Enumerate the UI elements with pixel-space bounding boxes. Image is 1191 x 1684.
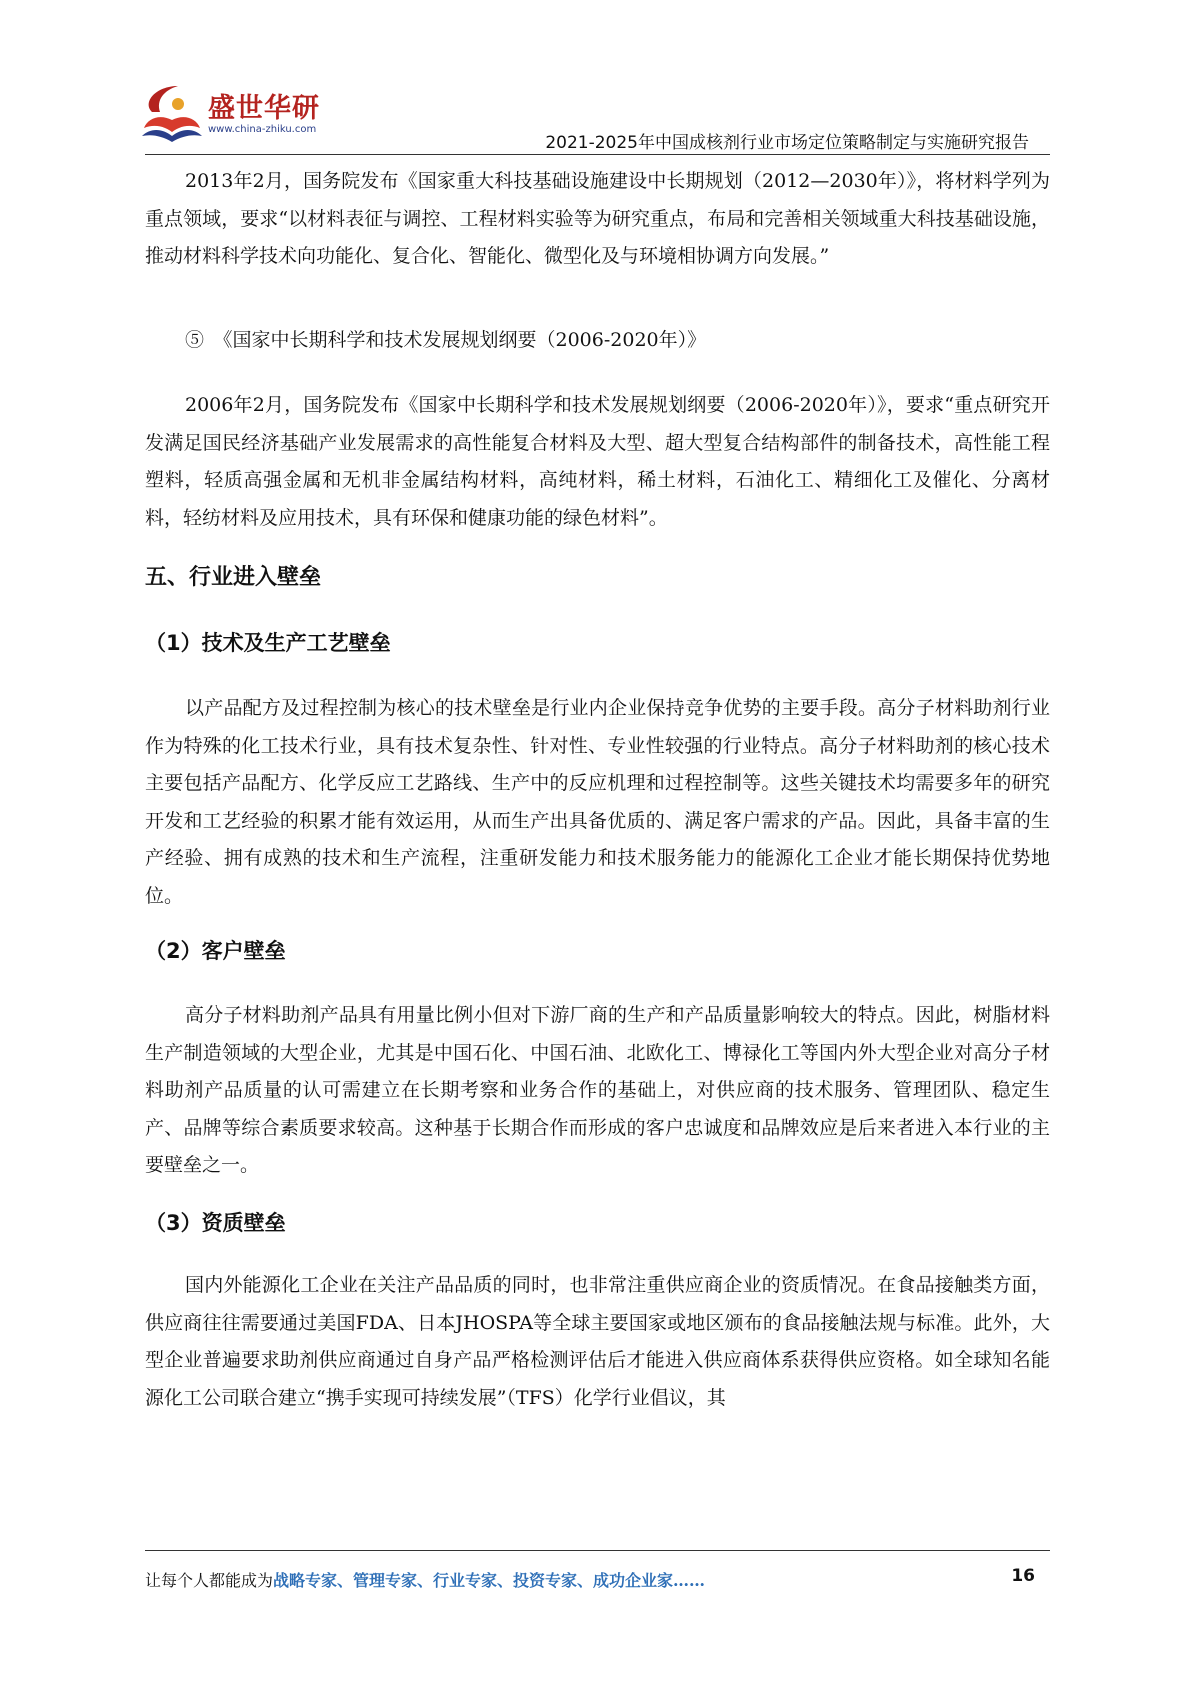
subsection-title-qualification-barrier: （3）资质壁垒 xyxy=(145,1211,286,1235)
list-item-5: ⑤ 《国家中长期科学和技术发展规划纲要（2006-2020年）》 xyxy=(185,329,707,351)
footer-slogan-highlight: 战略专家、管理专家、行业专家、投资专家、成功企业家…… xyxy=(273,1571,706,1590)
report-title: 2021-2025年中国成核剂行业市场定位策略制定与实施研究报告 xyxy=(545,133,1029,153)
company-logo xyxy=(138,82,328,148)
paragraph-customer-barrier: 高分子材料助剂产品具有用量比例小但对下游厂商的生产和产品质量影响较大的特点。因此，树脂材料生产制造领域的大型企业，尤其是中国石化、中国石油、北欧化工、博禄化工等国内外大型企业对高分子材料助剂产品质量的认可需建立在长期考察和业务合作的基础上，对供应商的技术服务、管理团队、稳定生产、品牌等综合素质要求较高。这种基于长期合作而形成的客户忠诚度和品牌效应是后来者进入本行业的主要壁垒之一。 xyxy=(145,1004,1050,1176)
subsection-title-tech-barrier: （1）技术及生产工艺壁垒 xyxy=(145,631,391,655)
footer-slogan-prefix: 让每个人都能成为 xyxy=(145,1571,274,1590)
logo-name: 盛世华研 xyxy=(208,93,320,124)
section-title-entry-barriers: 五、行业进入壁垒 xyxy=(145,565,322,590)
page-number: 16 xyxy=(1011,1566,1035,1586)
header-divider xyxy=(145,154,1050,155)
paragraph-tech-barrier: 以产品配方及过程控制为核心的技术壁垒是行业内企业保持竞争优势的主要手段。高分子材料助剂行业作为特殊的化工技术行业，具有技术复杂性、针对性、专业性较强的行业特点。高分子材料助剂的核心技术主要包括产品配方、化学反应工艺路线、生产中的反应机理和过程控制等。这些关键技术均需要多年的研究开发和工艺经验的积累才能有效运用，从而生产出具备优质的、满足客户需求的产品。因此，具备丰富的生产经验、拥有成熟的技术和生产流程，注重研发能力和技术服务能力的能源化工企业才能长期保持优势地位。 xyxy=(145,697,1050,907)
footer-slogan xyxy=(145,1568,705,1591)
logo-url: www.china-zhiku.com xyxy=(208,124,317,135)
paragraph-2013-plan: 2013年2月，国务院发布《国家重大科技基础设施建设中长期规划（2012—2030年）》，将材料学列为重点领域，要求“以材料表征与调控、工程材料实验等为研究重点，布局和完善相关领域重大科技基础设施，推动材料科学技术向功能化、复合化、智能化、微型化及与环境相协调方向发展。” xyxy=(145,170,1050,267)
paragraph-2006-plan: 2006年2月，国务院发布《国家中长期科学和技术发展规划纲要（2006-2020年）》，要求“重点研究开发满足国民经济基础产业发展需求的高性能复合材料及大型、超大型复合结构部件的制备技术，高性能工程塑料，轻质高强金属和无机非金属结构材料，高纯材料，稀土材料，石油化工、精细化工及催化、分离材料，轻纺材料及应用技术，具有环保和健康功能的绿色材料”。 xyxy=(145,394,1050,529)
paragraph-qualification-barrier: 国内外能源化工企业在关注产品品质的同时，也非常注重供应商企业的资质情况。在食品接触类方面，供应商往往需要通过美国FDA、日本JHOSPA等全球主要国家或地区颁布的食品接触法规与标准。此外，大型企业普遍要求助剂供应商通过自身产品严格检测评估后才能进入供应商体系获得供应资格。如全球知名能源化工公司联合建立“携手实现可持续发展”（TFS）化学行业倡议，其 xyxy=(145,1274,1050,1409)
footer-divider xyxy=(145,1550,1050,1551)
book-swoosh-icon xyxy=(138,82,206,146)
subsection-title-customer-barrier: （2）客户壁垒 xyxy=(145,939,286,963)
